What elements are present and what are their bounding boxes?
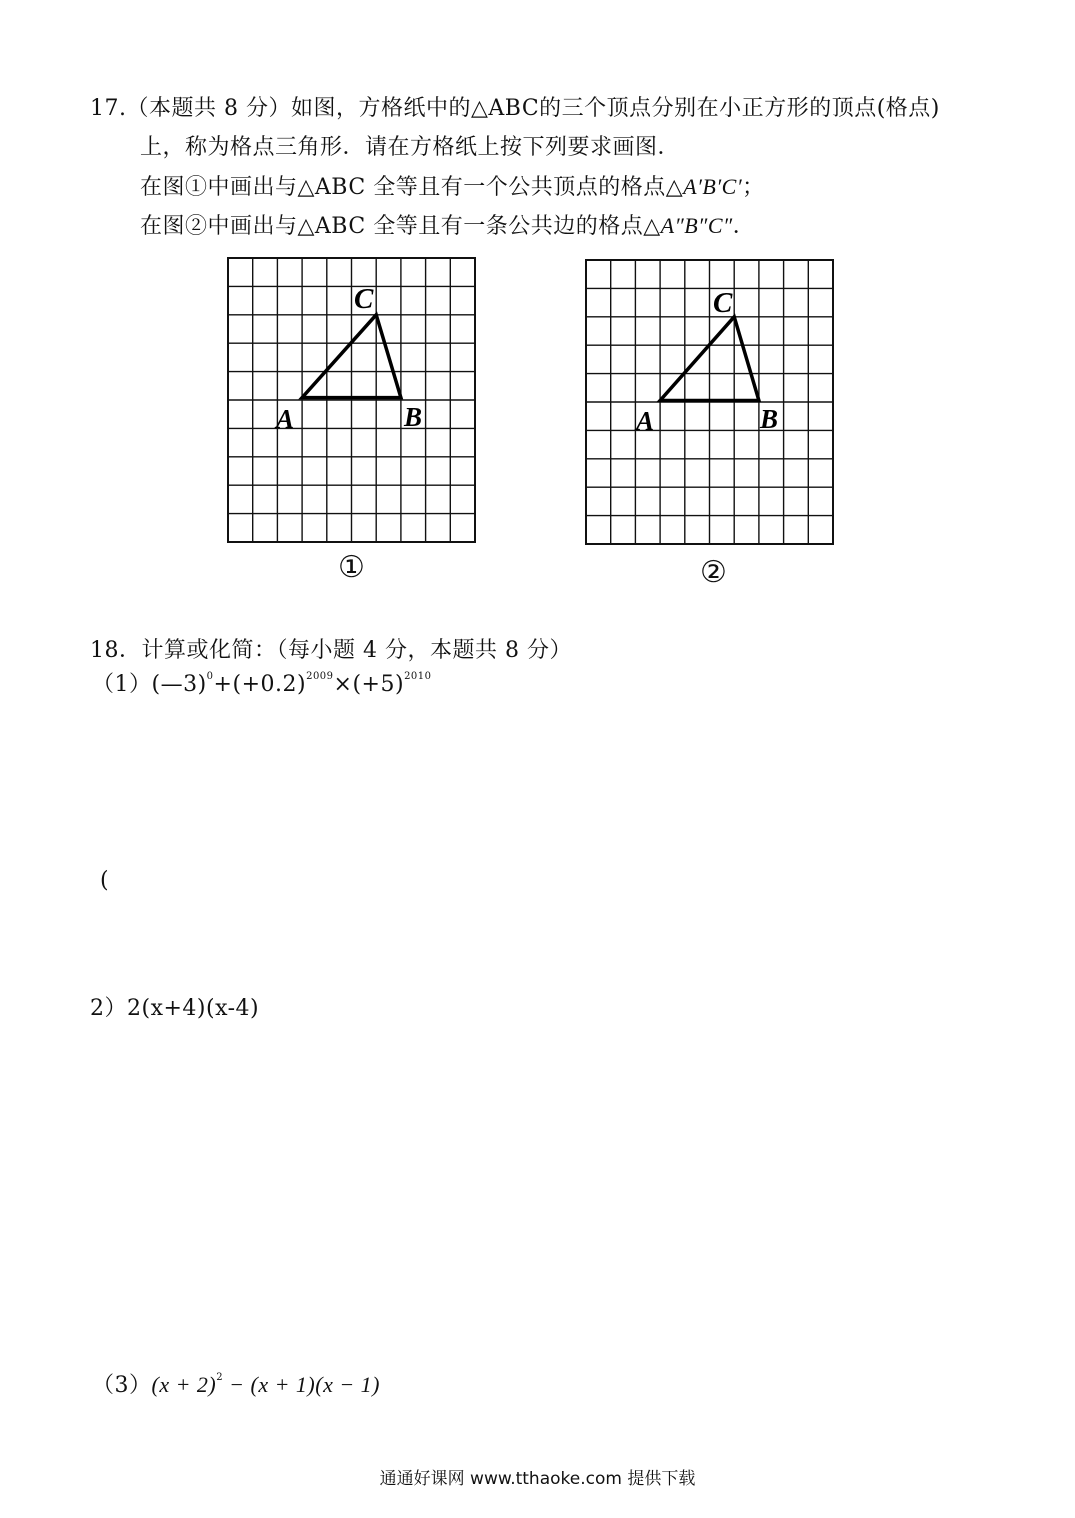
stray-paren: (	[100, 868, 110, 893]
figure-1-caption: ①	[338, 550, 365, 585]
label-c: C	[713, 287, 733, 319]
q17-line2: 上，称为格点三角形．请在方格纸上按下列要求画图．	[140, 135, 681, 160]
q17-line1: 17.（本题共 8 分）如图，方格纸中的△ABC的三个顶点分别在小正方形的顶点(格点)	[90, 96, 940, 121]
label-a: A	[636, 406, 655, 436]
grid-figure-2	[584, 258, 836, 548]
q18-part2: 2）2(x+4)(x-4)	[90, 996, 260, 1021]
q17-line4	[140, 213, 755, 240]
q17-line3-suffix: ；	[742, 175, 765, 200]
q17-line4-suffix: ．	[732, 214, 756, 239]
label-b: B	[760, 404, 779, 434]
q17-line4-math: A″B″C″	[660, 213, 733, 238]
q18-part1-exp1: 2009	[306, 671, 334, 682]
q18-part3	[92, 1372, 380, 1399]
label-c: C	[354, 283, 374, 315]
q18-header: 18．计算或化简：（每小题 4 分，本题共 8 分）	[90, 638, 572, 663]
q17-line3	[140, 174, 765, 201]
q18-part3-expr-a: (x + 2)	[151, 1372, 217, 1397]
q18-part3-expr-b: − (x + 1)(x − 1)	[223, 1372, 381, 1397]
grid-lines	[228, 258, 475, 542]
q18-part3-prefix: （3）	[92, 1373, 152, 1398]
q17-line3-math: A′B′C′	[683, 174, 743, 199]
label-b: B	[404, 402, 423, 432]
page-footer: 通通好课网 www.tthaoke.com 提供下载	[379, 1469, 696, 1489]
q17-line4-prefix: 在图②中画出与△ABC 全等且有一条公共边的格点△	[140, 214, 661, 239]
figure-2-caption: ②	[700, 555, 727, 590]
q18-part1-mid: +(+0.2)	[213, 672, 307, 697]
q18-part1-exp2: 2010	[404, 671, 432, 682]
q18-part1-prefix: （1）(—3)	[92, 672, 207, 697]
q18-part1-mid2: ×(+5)	[333, 672, 405, 697]
grid-figure-1	[226, 256, 478, 546]
label-a: A	[276, 404, 295, 434]
q18-part1-exp0: 0	[206, 671, 214, 682]
q18-part1	[92, 672, 432, 698]
q18-part3-exp: 2	[216, 1372, 224, 1383]
q17-line3-prefix: 在图①中画出与△ABC 全等且有一个公共顶点的格点△	[140, 175, 684, 200]
